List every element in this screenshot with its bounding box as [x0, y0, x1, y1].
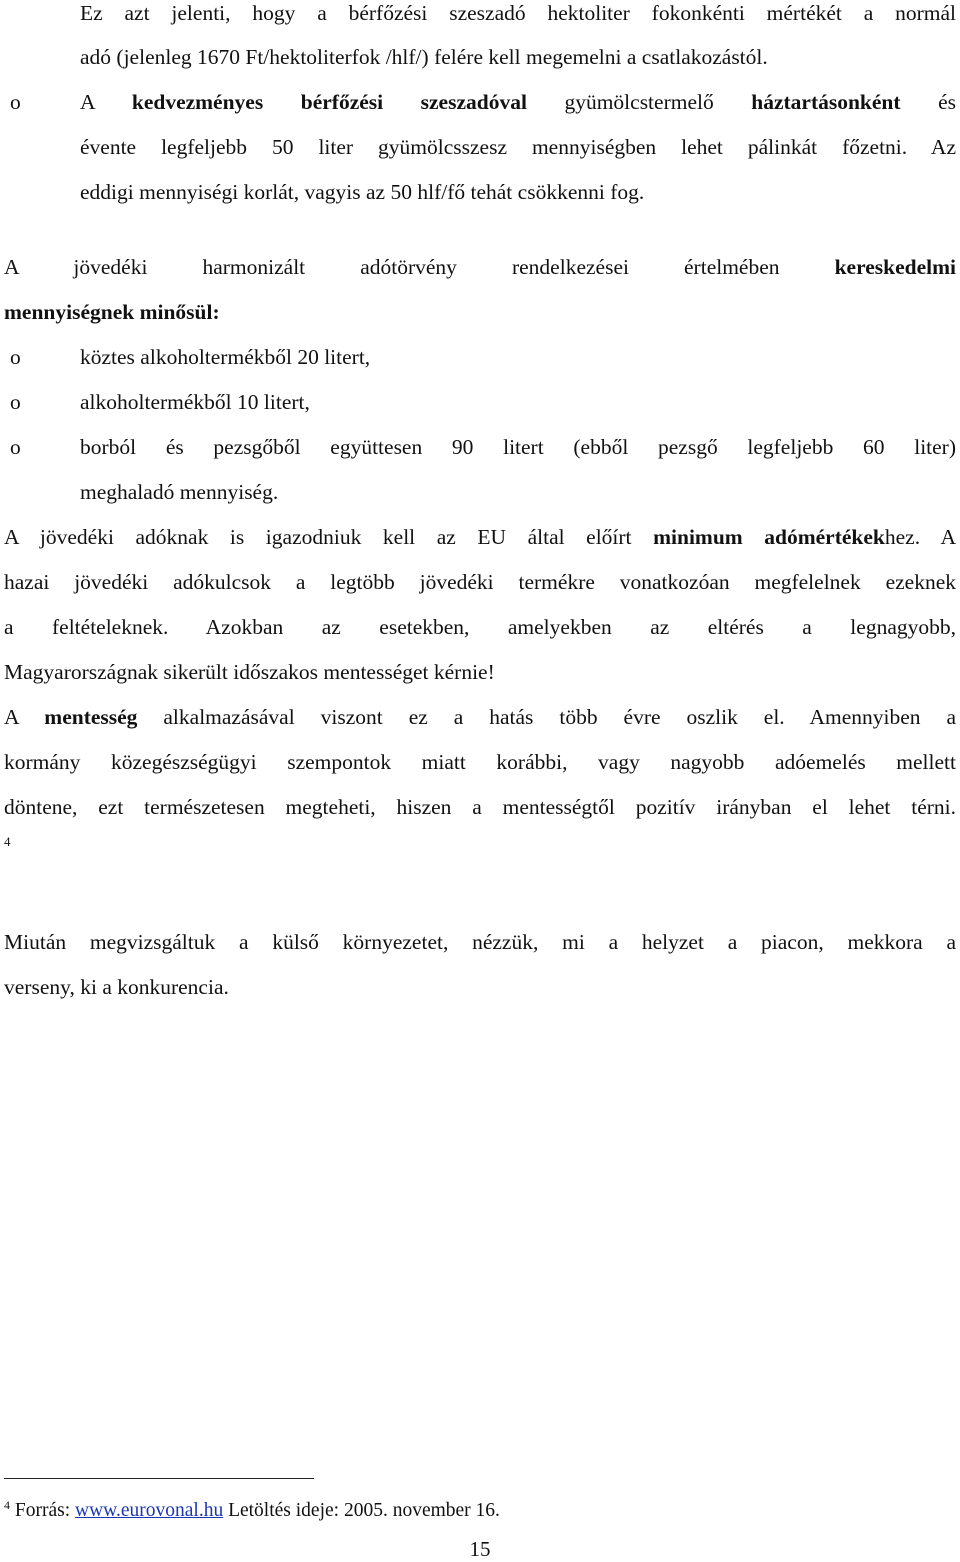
- text-line: [4, 614, 956, 640]
- text-line: [4, 569, 956, 595]
- text-line: [80, 0, 956, 26]
- footnote-number: 4: [4, 1498, 10, 1512]
- list-item: [80, 434, 956, 460]
- text-span: A: [4, 705, 45, 729]
- text-span: A: [80, 90, 132, 114]
- bold-text: mennyiségnek minősül:: [4, 300, 220, 324]
- text-span: évente legfeljebb 50 liter gyümölcsszesz mennyiségben lehet pálinkát főzetni. Az: [80, 135, 956, 159]
- text-span: alkalmazásával viszont ez a hatás több évre oszlik el. Amennyiben a: [137, 705, 956, 729]
- bold-text: kedvezményes bérfőzési szeszadóval: [131, 90, 527, 114]
- text-line: [4, 524, 956, 550]
- text-line: [80, 134, 956, 160]
- text-line: [80, 479, 278, 505]
- footnote-label: Forrás:: [10, 1500, 75, 1521]
- text-line: [4, 254, 956, 280]
- text-span: gyümölcstermelő: [526, 90, 752, 114]
- text-span: A jövedéki harmonizált adótörvény rendelkezései értelmében: [4, 255, 835, 279]
- text-span: és: [900, 90, 956, 114]
- text-span: borból és pezsgőből együttesen 90 litert (ebből pezsgő legfeljebb 60 liter): [80, 435, 956, 459]
- text-span: alkoholtermékből 10 litert,: [80, 390, 310, 414]
- text-line: [4, 794, 956, 820]
- list-item: [80, 344, 370, 370]
- text-span: köztes alkoholtermékből 20 litert,: [80, 345, 371, 369]
- footnote-reference: 4: [4, 834, 11, 849]
- text-line: [4, 659, 495, 685]
- footnote-link[interactable]: www.eurovonal.hu: [75, 1500, 224, 1521]
- text-line: [4, 749, 956, 775]
- footnote: [4, 1493, 500, 1523]
- text-span: Miután megvizsgáltuk a külső környezetet, nézzük, mi a helyzet a piacon, mekkora a: [4, 930, 956, 954]
- list-bullet: o: [10, 435, 21, 459]
- text-span: hez. A: [884, 525, 957, 549]
- text-line: [4, 974, 229, 1000]
- footnote-text: Letöltés ideje: 2005. november 16.: [223, 1500, 500, 1521]
- text-span: kormány közegészségügyi szempontok miatt korábbi, vagy nagyobb adóemelés mellett: [4, 750, 956, 774]
- bold-text: háztartásonként: [751, 90, 901, 114]
- text-span: döntene, ezt természetesen megteheti, hiszen a mentességtől pozitív irányban el lehet térni.: [4, 795, 956, 819]
- text-line: [4, 929, 956, 955]
- list-item: [80, 389, 310, 415]
- bold-text: kereskedelmi: [834, 255, 956, 279]
- bold-text: mentesség: [44, 705, 138, 729]
- list-bullet: o: [10, 345, 21, 369]
- list-bullet: o: [10, 90, 21, 114]
- text-span: eddigi mennyiségi korlát, vagyis az 50 hlf/fő tehát csökkenni fog.: [80, 180, 645, 204]
- text-span: adó (jelenleg 1670 Ft/hektoliterfok /hlf/) felére kell megemelni a csatlakozástól.: [80, 45, 768, 69]
- text-span: meghaladó mennyiség.: [80, 480, 279, 504]
- text-line: [4, 704, 956, 730]
- text-span: a feltételeknek. Azokban az esetekben, amelyekben az eltérés a legnagyobb,: [4, 615, 956, 639]
- text-span: verseny, ki a konkurencia.: [4, 975, 229, 999]
- bold-text: minimum adómértékek: [653, 525, 885, 549]
- text-span: hazai jövedéki adókulcsok a legtöbb jövedéki termékre vonatkozóan megfelelnek ezeknek: [4, 570, 956, 594]
- text-line: [80, 89, 956, 115]
- list-bullet: o: [10, 390, 21, 414]
- page-number: 15: [469, 1537, 491, 1561]
- text-span: A jövedéki adóknak is igazodniuk kell az EU által előírt: [4, 525, 654, 549]
- text-line: [80, 44, 768, 70]
- text-span: Magyarországnak sikerült időszakos mentességet kérnie!: [4, 660, 495, 684]
- text-line: [4, 299, 220, 325]
- footnote-separator: [4, 1478, 314, 1479]
- text-span: Ez azt jelenti, hogy a bérfőzési szeszadó hektoliter fokonkénti mértékét a normál: [80, 1, 956, 25]
- text-line: [80, 179, 644, 205]
